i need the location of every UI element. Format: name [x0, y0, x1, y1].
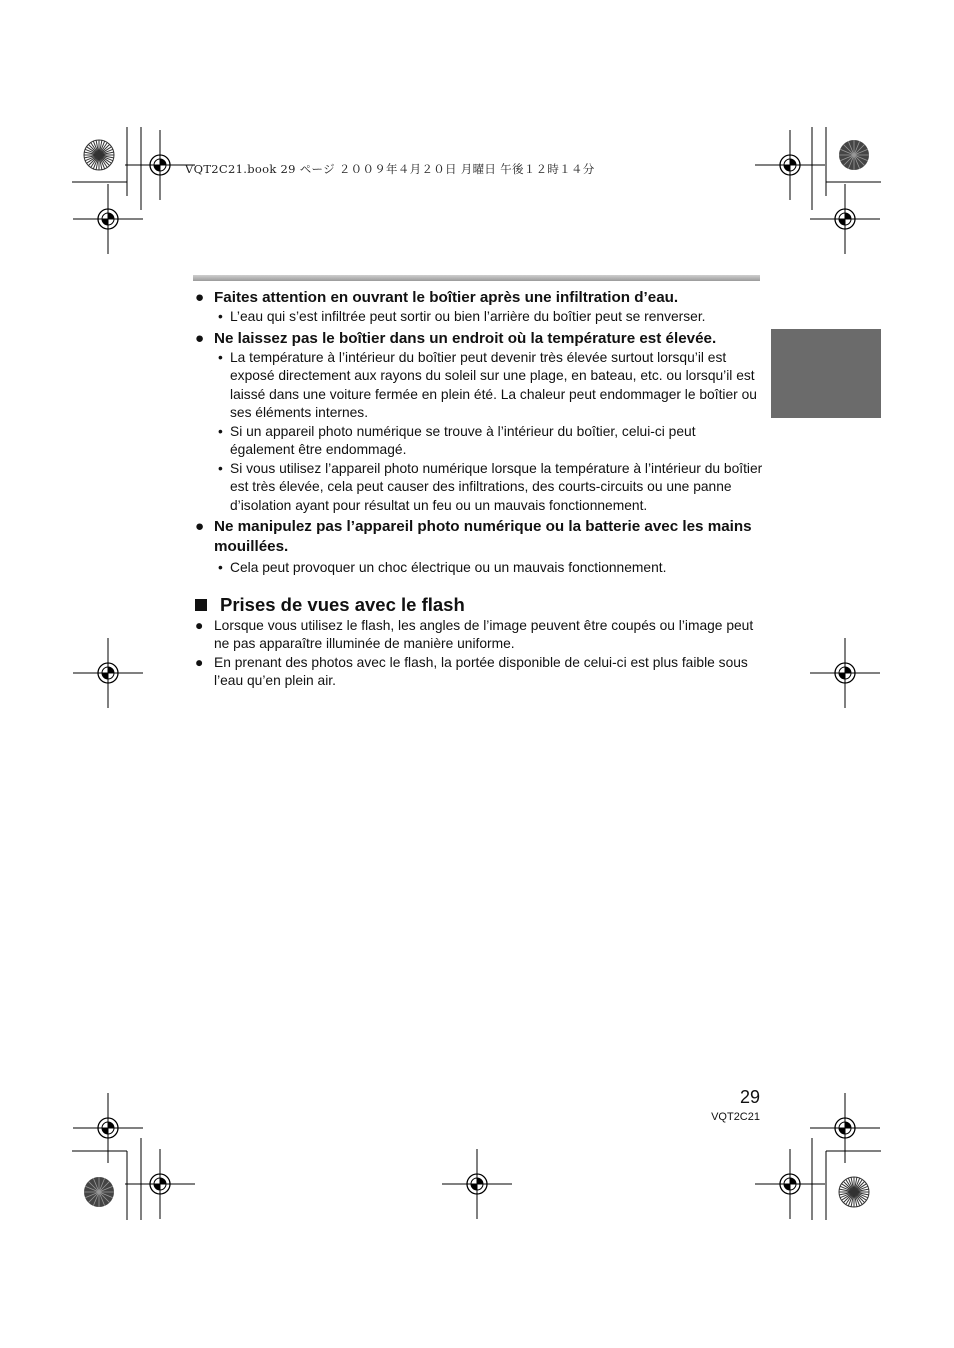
sub-bullet: • Cela peut provoquer un choc électrique ou un mauvais fonctionnement.: [193, 559, 763, 578]
list-item: ● En prenant des photos avec le flash, la portée disponible de celui-ci est plus faible sous l’eau qu’en plein air.: [195, 654, 748, 688]
section-rule: [193, 275, 760, 281]
bullet-icon: ●: [195, 518, 205, 535]
main-content: [193, 288, 763, 691]
sub-bullet: • L’eau qui s’est infiltrée peut sortir ou bien l’arrière du boîtier peut se renverser.: [193, 308, 763, 327]
bullet-icon: ●: [195, 617, 204, 633]
section-title: Prises de vues avec le flash: [193, 593, 763, 617]
square-bullet-icon: [195, 599, 207, 611]
print-info-header: VQT2C21.book 29 ページ ２００９年４月２０日 月曜日 午後１２時１４分: [185, 162, 595, 176]
list-item: ● Lorsque vous utilisez le flash, les angles de l’image peuvent être coupés ou l’image peut ne pas apparaître illuminée de manière uniforme.: [195, 617, 754, 651]
bullet-heading: ● Faites attention en ouvrant le boîtier après une infiltration d’eau.: [195, 289, 679, 306]
bullet-icon: ●: [195, 289, 205, 306]
sub-bullet-icon: •: [218, 460, 223, 476]
bullet-heading: ● Ne manipulez pas l’appareil photo numérique ou la batterie avec les mains mouillées.: [195, 518, 752, 555]
sub-bullet-icon: •: [218, 423, 223, 439]
sub-bullet-icon: •: [218, 560, 223, 575]
sub-bullet: • La température à l’intérieur du boîtier peut devenir très élevée surtout lorsqu’il est exposé directement aux rayons du soleil sur une plage, en bateau, etc. ou lorsqu’il est laissé dans une voiture fermée en plein été. La chaleur peut endommager le boîtier ou ses éléments internes.: [218, 349, 757, 420]
bullet-heading: ● Ne laissez pas le boîtier dans un endroit où la température est élevée.: [195, 329, 717, 347]
sub-bullet-icon: •: [218, 309, 223, 324]
sub-bullet: • Si vous utilisez l’appareil photo numérique lorsque la température à l’intérieur du boîtier est très élevée, cela peut causer des infiltrations, des courts-circuits ou une panne d’isolation ayant pour résultat un feu ou un mauvais fonctionnement.: [218, 460, 763, 513]
sub-bullet: • Si un appareil photo numérique se trouve à l’intérieur du boîtier, celui-ci peut également être endommagé.: [218, 423, 696, 457]
bullet-icon: ●: [195, 654, 204, 670]
sub-bullet-icon: •: [218, 349, 223, 365]
document-code: VQT2C21: [711, 1111, 760, 1123]
side-tab: [771, 329, 881, 418]
page-number: 29: [739, 1087, 760, 1107]
bullet-icon: ●: [195, 329, 205, 347]
